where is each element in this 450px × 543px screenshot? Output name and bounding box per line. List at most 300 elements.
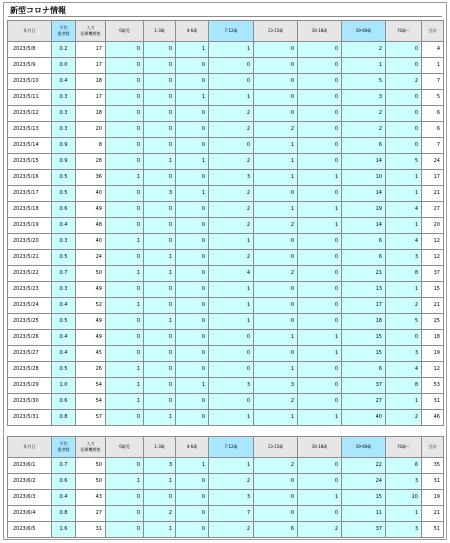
total-cell: 31 [422,474,444,490]
date-cell: 2023/5/31 [8,410,52,426]
date-cell: 2023/5/10 [8,74,52,90]
age-count-cell: 37 [342,378,386,394]
age-count-cell: 1 [106,362,144,378]
header-age-group: 19-69歳 [342,437,386,458]
total-cell: 6 [422,106,444,122]
age-count-cell: 0 [254,42,298,58]
age-count-cell: 0 [176,138,209,154]
age-count-cell: 1 [209,234,254,250]
table-row [8,346,444,362]
age-count-cell: 0 [254,346,298,362]
age-count-cell: 37 [342,522,386,538]
age-count-cell: 3 [342,90,386,106]
date-cell: 2023/6/4 [8,506,52,522]
average-cell: 0.5 [52,170,76,186]
institutions-cell: 49 [76,314,106,330]
header-average [52,437,76,458]
age-count-cell: 2 [209,154,254,170]
age-count-cell: 1 [106,266,144,282]
age-count-cell: 0 [386,42,422,58]
age-count-cell: 0 [176,314,209,330]
age-count-cell: 0 [144,106,176,122]
age-count-cell: 0 [106,154,144,170]
age-count-cell: 1 [209,90,254,106]
age-count-cell: 4 [386,202,422,218]
age-count-cell: 5 [386,314,422,330]
age-count-cell: 0 [298,250,342,266]
age-count-cell: 0 [106,314,144,330]
total-cell: 18 [422,330,444,346]
age-count-cell: 1 [144,474,176,490]
institutions-cell: 50 [76,458,106,474]
age-count-cell: 0 [209,74,254,90]
age-count-cell: 0 [176,506,209,522]
date-cell: 2023/5/29 [8,378,52,394]
age-count-cell: 0 [298,298,342,314]
average-cell: 1.6 [52,522,76,538]
institutions-cell: 18 [76,106,106,122]
age-count-cell: 1 [386,186,422,202]
age-count-cell: 0 [386,106,422,122]
institutions-cell: 43 [76,490,106,506]
total-cell: 1 [422,58,444,74]
age-count-cell: 2 [342,122,386,138]
header-age-group: 0歳児 [106,21,144,42]
age-count-cell: 1 [144,154,176,170]
total-cell: 24 [422,154,444,170]
age-count-cell: 0 [144,138,176,154]
age-count-cell: 0 [144,378,176,394]
age-count-cell: 2 [209,218,254,234]
age-count-cell: 1 [254,154,298,170]
average-cell: 0.6 [52,202,76,218]
title-divider [8,16,442,17]
age-count-cell: 1 [209,282,254,298]
age-count-cell: 19 [342,202,386,218]
age-count-cell: 0 [176,298,209,314]
age-count-cell: 2 [254,122,298,138]
age-count-cell: 0 [298,378,342,394]
age-count-cell: 2 [209,522,254,538]
age-count-cell: 14 [342,186,386,202]
age-count-cell: 2 [298,522,342,538]
age-count-cell: 1 [209,42,254,58]
age-count-cell: 0 [298,282,342,298]
total-cell: 27 [422,202,444,218]
table-row [8,490,444,506]
institutions-cell: 50 [76,474,106,490]
age-count-cell: 0 [176,106,209,122]
age-count-cell: 0 [106,186,144,202]
header-line: 入力 [86,441,95,446]
age-count-cell: 0 [176,170,209,186]
age-count-cell: 1 [209,458,254,474]
age-count-cell: 0 [298,122,342,138]
age-count-cell: 0 [144,282,176,298]
date-cell: 2023/5/25 [8,314,52,330]
institutions-cell: 40 [76,186,106,202]
age-count-cell: 27 [342,394,386,410]
table-row [8,234,444,250]
age-count-cell: 0 [254,490,298,506]
date-cell: 2023/5/20 [8,234,52,250]
age-count-cell: 14 [342,218,386,234]
header-institutions [76,437,106,458]
age-count-cell: 0 [106,410,144,426]
age-count-cell: 18 [342,314,386,330]
age-count-cell: 1 [298,346,342,362]
header-age-group: 19-69歳 [342,21,386,42]
average-cell: 0.3 [52,282,76,298]
date-cell: 2023/5/27 [8,346,52,362]
age-count-cell: 7 [209,506,254,522]
age-count-cell: 8 [386,378,422,394]
age-count-cell: 1 [144,410,176,426]
total-cell: 12 [422,250,444,266]
age-count-cell: 10 [386,490,422,506]
institutions-cell: 20 [76,122,106,138]
header-line: 患者数 [57,31,70,36]
institutions-cell: 45 [76,346,106,362]
age-count-cell: 0 [144,346,176,362]
header-line: 平均 [59,441,68,446]
age-count-cell: 0 [144,58,176,74]
age-count-cell: 0 [106,202,144,218]
date-cell: 2023/5/8 [8,42,52,58]
age-count-cell: 0 [176,330,209,346]
age-count-cell: 0 [176,346,209,362]
june-table [7,436,444,538]
header-date: 年月日 [8,21,52,42]
age-count-cell: 6 [342,138,386,154]
date-cell: 2023/5/30 [8,394,52,410]
age-count-cell: 0 [298,186,342,202]
age-count-cell: 0 [144,394,176,410]
age-count-cell: 0 [106,506,144,522]
age-count-cell: 0 [386,138,422,154]
age-count-cell: 1 [176,42,209,58]
age-count-cell: 0 [298,266,342,282]
may-table [7,20,444,426]
header-age-group: 1-3歳 [144,437,176,458]
date-cell: 2023/6/1 [8,458,52,474]
average-cell: 0.8 [52,506,76,522]
average-cell: 0.3 [52,90,76,106]
age-count-cell: 1 [209,298,254,314]
age-count-cell: 0 [209,362,254,378]
age-count-cell: 2 [209,202,254,218]
age-count-cell: 0 [298,362,342,378]
total-cell: 5 [422,90,444,106]
age-count-cell: 1 [176,90,209,106]
age-count-cell: 2 [144,506,176,522]
age-count-cell: 0 [176,74,209,90]
age-count-cell: 1 [298,490,342,506]
date-cell: 2023/5/14 [8,138,52,154]
age-count-cell: 11 [342,506,386,522]
institutions-cell: 49 [76,330,106,346]
age-count-cell: 0 [209,346,254,362]
age-count-cell: 0 [106,58,144,74]
average-cell: 0.5 [52,314,76,330]
table-row [8,474,444,490]
total-cell: 21 [422,298,444,314]
age-count-cell: 2 [209,250,254,266]
age-count-cell: 0 [298,154,342,170]
average-cell: 0.4 [52,74,76,90]
age-count-cell: 14 [342,154,386,170]
age-count-cell: 0 [176,58,209,74]
institutions-cell: 26 [76,362,106,378]
date-cell: 2023/5/17 [8,186,52,202]
total-cell: 7 [422,74,444,90]
header-age-group: 7-12歳 [209,21,254,42]
total-cell: 20 [422,218,444,234]
age-count-cell: 3 [209,170,254,186]
age-count-cell: 0 [144,490,176,506]
age-count-cell: 0 [254,298,298,314]
age-count-cell: 0 [209,58,254,74]
age-count-cell: 2 [386,410,422,426]
date-cell: 2023/5/9 [8,58,52,74]
age-count-cell: 0 [176,218,209,234]
age-count-cell: 3 [386,474,422,490]
age-count-cell: 1 [298,170,342,186]
age-count-cell: 0 [144,42,176,58]
age-count-cell: 15 [342,330,386,346]
age-count-cell: 0 [176,410,209,426]
total-cell: 53 [422,378,444,394]
institutions-cell: 48 [76,218,106,234]
date-cell: 2023/5/13 [8,122,52,138]
age-count-cell: 0 [386,122,422,138]
age-count-cell: 0 [298,394,342,410]
age-count-cell: 0 [176,490,209,506]
age-count-cell: 0 [106,218,144,234]
header-age-group: 70歳～ [386,21,422,42]
age-count-cell: 0 [298,90,342,106]
age-count-cell: 0 [254,234,298,250]
age-count-cell: 4 [386,234,422,250]
table-row [8,186,444,202]
institutions-cell: 54 [76,394,106,410]
total-cell: 25 [422,314,444,330]
age-count-cell: 0 [176,474,209,490]
age-count-cell: 0 [106,250,144,266]
age-count-cell: 1 [298,218,342,234]
table-row [8,250,444,266]
age-count-cell: 1 [386,282,422,298]
average-cell: 1.0 [52,378,76,394]
age-count-cell: 1 [106,298,144,314]
age-count-cell: 0 [254,74,298,90]
institutions-cell: 52 [76,298,106,314]
age-count-cell: 0 [298,74,342,90]
age-count-cell: 0 [176,202,209,218]
age-count-cell: 1 [386,506,422,522]
age-count-cell: 1 [386,394,422,410]
table-row [8,266,444,282]
date-cell: 2023/6/5 [8,522,52,538]
age-count-cell: 22 [342,458,386,474]
institutions-cell: 31 [76,522,106,538]
age-count-cell: 1 [386,170,422,186]
age-count-cell: 3 [386,522,422,538]
total-cell: 12 [422,362,444,378]
age-count-cell: 3 [209,378,254,394]
average-cell: 0.9 [52,138,76,154]
header-institutions [76,21,106,42]
age-count-cell: 0 [254,58,298,74]
age-count-cell: 6 [342,234,386,250]
date-cell: 2023/5/18 [8,202,52,218]
header-age-group: 16-18歳 [298,21,342,42]
age-count-cell: 1 [254,330,298,346]
average-cell: 0.6 [52,474,76,490]
institutions-cell: 24 [76,250,106,266]
average-cell: 0.4 [52,218,76,234]
age-count-cell: 1 [176,378,209,394]
table-row [8,42,444,58]
age-count-cell: 0 [106,42,144,58]
header-age-group: 1-3歳 [144,21,176,42]
institutions-cell: 8 [76,138,106,154]
header-average [52,21,76,42]
age-count-cell: 0 [106,330,144,346]
date-cell: 2023/5/11 [8,90,52,106]
table-row [8,202,444,218]
age-count-cell: 0 [254,250,298,266]
total-cell: 7 [422,138,444,154]
average-cell: 0.0 [52,58,76,74]
average-cell: 0.9 [52,154,76,170]
average-cell: 0.3 [52,122,76,138]
age-count-cell: 0 [298,42,342,58]
page-title: 新型コロナ情報 [10,6,66,15]
header-age-group: 0歳児 [106,437,144,458]
average-cell: 0.7 [52,266,76,282]
date-cell: 2023/5/15 [8,154,52,170]
age-count-cell: 0 [254,474,298,490]
date-cell: 2023/5/21 [8,250,52,266]
age-count-cell: 0 [298,138,342,154]
age-count-cell: 1 [106,378,144,394]
date-cell: 2023/6/2 [8,474,52,490]
institutions-cell: 40 [76,234,106,250]
average-cell: 0.3 [52,234,76,250]
age-count-cell: 6 [386,458,422,474]
age-count-cell: 0 [106,74,144,90]
institutions-cell: 36 [76,170,106,186]
age-count-cell: 0 [386,330,422,346]
age-count-cell: 0 [298,474,342,490]
header-line: 入力 [86,25,95,30]
date-cell: 2023/5/28 [8,362,52,378]
age-count-cell: 0 [298,314,342,330]
age-count-cell: 0 [176,282,209,298]
date-cell: 2023/5/23 [8,282,52,298]
date-cell: 2023/5/16 [8,170,52,186]
table-row [8,298,444,314]
header-age-group: 13-15歳 [254,21,298,42]
table-row [8,458,444,474]
table-row [8,90,444,106]
age-count-cell: 1 [106,170,144,186]
age-count-cell: 0 [209,394,254,410]
age-count-cell: 1 [209,410,254,426]
total-cell: 46 [422,410,444,426]
age-count-cell: 0 [144,218,176,234]
total-cell: 17 [422,170,444,186]
age-count-cell: 1 [106,474,144,490]
age-count-cell: 3 [144,458,176,474]
age-count-cell: 3 [254,378,298,394]
average-cell: 0.5 [52,362,76,378]
table-row [8,362,444,378]
total-cell: 12 [422,234,444,250]
age-count-cell: 1 [298,330,342,346]
age-count-cell: 0 [254,186,298,202]
header-total: 合計 [422,21,444,42]
age-count-cell: 24 [342,474,386,490]
age-count-cell: 4 [386,362,422,378]
header-line: 医療機関数 [80,447,101,452]
age-count-cell: 21 [342,266,386,282]
age-count-cell: 1 [254,362,298,378]
age-count-cell: 10 [342,170,386,186]
total-cell: 51 [422,522,444,538]
age-count-cell: 5 [342,74,386,90]
header-line: 平均 [59,25,68,30]
age-count-cell: 0 [144,234,176,250]
institutions-cell: 18 [76,74,106,90]
age-count-cell: 2 [254,458,298,474]
age-count-cell: 6 [254,522,298,538]
header-age-group: 16-18歳 [298,437,342,458]
age-count-cell: 0 [144,298,176,314]
total-cell: 19 [422,346,444,362]
institutions-cell: 17 [76,42,106,58]
age-count-cell: 0 [209,330,254,346]
age-count-cell: 0 [176,394,209,410]
age-count-cell: 1 [254,138,298,154]
table-row [8,58,444,74]
table-row [8,506,444,522]
age-count-cell: 1 [386,218,422,234]
average-cell: 0.3 [52,106,76,122]
age-count-cell: 0 [144,170,176,186]
age-count-cell: 5 [386,154,422,170]
date-cell: 2023/5/24 [8,298,52,314]
institutions-cell: 28 [76,154,106,170]
total-cell: 6 [422,122,444,138]
age-count-cell: 0 [298,58,342,74]
header-age-group: 70歳～ [386,437,422,458]
age-count-cell: 0 [106,106,144,122]
age-count-cell: 0 [176,234,209,250]
total-cell: 21 [422,186,444,202]
age-count-cell: 0 [106,490,144,506]
age-count-cell: 1 [254,170,298,186]
age-count-cell: 3 [386,250,422,266]
total-cell: 35 [422,458,444,474]
age-count-cell: 6 [342,250,386,266]
age-count-cell: 1 [144,522,176,538]
header-line: 医療機関数 [80,31,101,36]
age-count-cell: 15 [342,490,386,506]
average-cell: 0.7 [52,458,76,474]
total-cell: 37 [422,266,444,282]
